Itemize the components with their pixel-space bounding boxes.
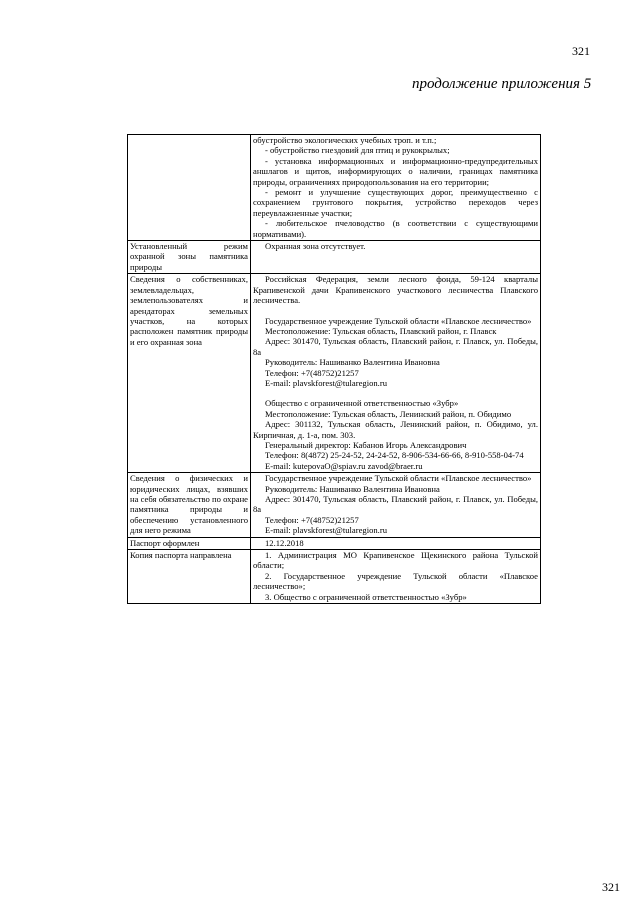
regime-item: обустройство экологических учебных троп. и т.п.; [253,135,437,145]
row-label [128,135,251,241]
buffer-zone-text: Охранная зона отсутствует. [265,241,366,252]
row-value [251,537,541,549]
passport-date: 12.12.2018 [265,537,304,548]
org-phone: Телефон: +7(48752)21257 [265,367,359,378]
org-head: Руководитель: Нашиванко Валентина Ивановна [265,483,440,494]
regime-item: - обустройство гнездовий для птиц и рукокрылых; [265,145,450,156]
regime-item: - ремонт и улучшение существующих дорог, преимущественно с сохранением грунтового покрытия, устройство переходов через переувлажненные участки; [253,187,538,218]
continuation-header: продолжение приложения 5 [412,76,592,92]
row-label: Сведения о физических и юридических лицах, взявших на себя обязательство по охране памятника природы и обеспечению установленного для него режима [128,473,251,537]
row-value [251,473,541,537]
org-email: E-mail: plavskforest@tularegion.ru [265,525,387,536]
org-location: Местоположение: Тульская область, Плавский район, г. Плавск [265,325,497,336]
page-number-top: 321 [572,44,590,58]
org-head: Руководитель: Нашиванко Валентина Ивановна [265,357,440,368]
owner-land-text: Российская Федерация, земли лесного фонда, 59-124 кварталы Крапивенской дачи Крапивенского участкового лесничества Плавского лесничества. [253,274,538,306]
passport-table [127,134,541,604]
recipient-item: 1. Администрация МО Крапивенское Щекинского района Тульской области; [253,550,538,571]
row-label: Паспорт оформлен [128,537,251,549]
org-email: E-mail: kuteрovaO@spiav.ru zavod@braer.ru [265,460,423,471]
row-label: Установленный режим охранной зоны памятника природы [128,241,251,274]
regime-item: - установка информационных и информационно-предупредительных аншлагов и щитов, информирующих о наличии, границах памятника природы, ограничениях природопользования на его территории; [253,155,538,187]
row-value [251,274,541,473]
org-name: Государственное учреждение Тульской области «Плавское лесничество» [265,473,532,484]
table-row [128,537,541,549]
table-row [128,241,541,274]
recipient-item: 3. Общество с ограниченной ответственностью «Зубр» [265,591,467,602]
table-row [128,473,541,537]
row-label: Копия паспорта направлена [128,550,251,604]
org-address: Адрес: 301132, Тульская область, Ленинский район, п. Обидимо, ул. Кирпичная, д. 1-а, пом. 303. [253,419,538,440]
row-value [251,550,541,604]
row-value [251,241,541,274]
org-name: Общество с ограниченной ответственностью «Зубр» [265,398,459,409]
page-number-bottom: 321 [602,880,620,894]
table-row [128,550,541,604]
regime-item: - любительское пчеловодство (в соответствии с существующими нормативами). [253,218,538,239]
recipient-item: 2. Государственное учреждение Тульской области «Плавское лесничество»; [253,570,538,592]
row-label: Сведения о собственниках, землевладельцах, землепользователях и арендаторах земельных участков, на которых расположен памятник природы и его охранная зона [128,274,251,473]
org-location: Местоположение: Тульская область, Ленинский район, п. Обидимо [265,408,512,419]
org-name: Государственное учреждение Тульской области «Плавское лесничество» [265,315,532,326]
org-phone: Телефон: 8(4872) 25-24-52, 24-24-52, 8-906-534-66-66, 8-910-558-04-74 [265,450,524,461]
org-address: Адрес: 301470, Тульская область, Плавский район, г. Плавск, ул. Победы, 8а [253,336,538,357]
table-row [128,274,541,473]
org-address: Адрес: 301470, Тульская область, Плавский район, г. Плавск, ул. Победы, 8а [253,494,538,515]
table-row [128,135,541,241]
org-phone: Телефон: +7(48752)21257 [265,514,359,525]
org-director: Генеральный директор: Кабанов Игорь Александрович [265,439,467,450]
org-email: E-mail: plavskforest@tularegion.ru [265,377,387,388]
regime-measures-cell [251,135,541,241]
